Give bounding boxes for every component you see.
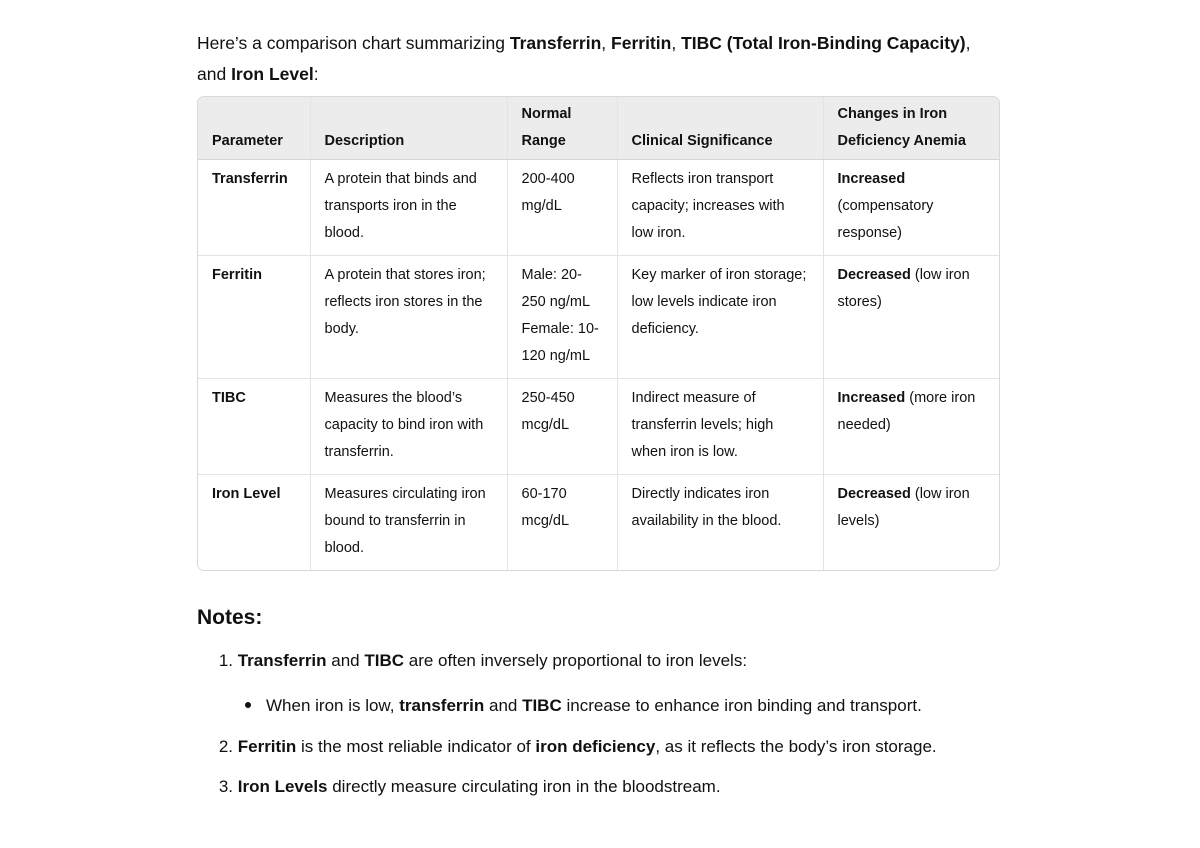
- change-bold: Decreased: [837, 486, 911, 502]
- range-male: Male: 20-250 ng/mL: [521, 267, 590, 310]
- note-plain: is the most reliable indicator of: [296, 737, 536, 756]
- intro-bold-tibc: TIBC (Total Iron-Binding Capacity): [681, 33, 966, 53]
- cell-parameter: TIBC: [198, 379, 310, 475]
- header-changes-ida: Changes in Iron Deficiency Anemia: [823, 97, 999, 160]
- intro-text: ,: [671, 33, 682, 53]
- note-text: [238, 772, 721, 802]
- header-normal-range: Normal Range: [507, 97, 617, 160]
- note-plain: increase to enhance iron binding and transport.: [561, 696, 922, 715]
- cell-description: Measures circulating iron bound to transferrin in blood.: [310, 475, 507, 571]
- cell-range: 200-400 mg/dL: [507, 160, 617, 256]
- change-rest: (low iron levels): [837, 486, 970, 529]
- comparison-table-container: [197, 96, 1000, 571]
- cell-range: 250-450 mcg/dL: [507, 379, 617, 475]
- intro-text: ,: [965, 33, 971, 53]
- notes-heading: Notes:: [197, 606, 263, 629]
- change-rest: (compensatory response): [837, 198, 934, 241]
- cell-change: [823, 475, 999, 571]
- intro-paragraph: [197, 28, 1027, 90]
- cell-parameter: Transferrin: [198, 160, 310, 256]
- table-row: [198, 256, 999, 379]
- note-item-1: [197, 646, 747, 676]
- intro-text: :: [313, 64, 319, 84]
- cell-significance: Reflects iron transport capacity; increases with low iron.: [617, 160, 823, 256]
- note-number: 2.: [218, 737, 233, 756]
- intro-bold-transferrin: Transferrin: [509, 33, 602, 53]
- cell-description: A protein that binds and transports iron in the blood.: [310, 160, 507, 256]
- cell-range: 60-170 mcg/dL: [507, 475, 617, 571]
- change-rest: (low iron stores): [837, 267, 970, 310]
- intro-text: ,: [601, 33, 612, 53]
- note-plain: are often inversely proportional to iron levels:: [404, 651, 748, 670]
- note-plain: , as it reflects the body’s iron storage.: [655, 737, 937, 756]
- note-text: [238, 732, 937, 762]
- intro-bold-ferritin: Ferritin: [611, 33, 672, 53]
- intro-bold-iron-level: Iron Level: [231, 64, 314, 84]
- cell-significance: Indirect measure of transferrin levels; high when iron is low.: [617, 379, 823, 475]
- note-bold: transferrin: [399, 696, 485, 715]
- table-header-row: [198, 97, 999, 160]
- cell-change: [823, 379, 999, 475]
- note-bold: TIBC: [364, 651, 405, 670]
- table-row: [198, 160, 999, 256]
- change-bold: Increased: [837, 171, 906, 187]
- table-row: [198, 475, 999, 571]
- cell-change: [823, 160, 999, 256]
- note-bold: Iron Levels: [237, 777, 328, 796]
- note-text: [238, 646, 747, 676]
- intro-text: Here’s a comparison chart summarizing: [197, 33, 510, 53]
- note-sub-bullet: [245, 691, 922, 721]
- cell-significance: Directly indicates iron availability in the blood.: [617, 475, 823, 571]
- cell-change: [823, 256, 999, 379]
- change-bold: Increased: [837, 390, 906, 406]
- bullet-dot-icon: [245, 702, 251, 708]
- note-plain: directly measure circulating iron in the bloodstream.: [327, 777, 721, 796]
- note-number: 3.: [218, 777, 233, 796]
- cell-parameter: Iron Level: [198, 475, 310, 571]
- note-item-3: [197, 772, 721, 802]
- header-description: Description: [310, 97, 507, 160]
- range-female: Female: 10-120 ng/mL: [521, 321, 599, 364]
- note-plain: and: [484, 696, 523, 715]
- note-bold: iron deficiency: [535, 737, 656, 756]
- cell-significance: Key marker of iron storage; low levels indicate iron deficiency.: [617, 256, 823, 379]
- note-bold: Transferrin: [237, 651, 327, 670]
- header-parameter: Parameter: [198, 97, 310, 160]
- note-item-2: [197, 732, 937, 762]
- note-number: 1.: [218, 651, 233, 670]
- note-plain: and: [326, 651, 365, 670]
- header-clinical-significance: Clinical Significance: [617, 97, 823, 160]
- table-row: [198, 379, 999, 475]
- cell-range: [507, 256, 617, 379]
- note-plain: When iron is low,: [266, 696, 400, 715]
- change-bold: Decreased: [837, 267, 911, 283]
- cell-description: Measures the blood’s capacity to bind iron with transferrin.: [310, 379, 507, 475]
- intro-text: and: [197, 64, 232, 84]
- note-bold: TIBC: [522, 696, 562, 715]
- cell-parameter: Ferritin: [198, 256, 310, 379]
- comparison-table: [198, 97, 999, 570]
- note-bold: Ferritin: [237, 737, 297, 756]
- cell-description: A protein that stores iron; reflects iron stores in the body.: [310, 256, 507, 379]
- change-rest: (more iron needed): [837, 390, 976, 433]
